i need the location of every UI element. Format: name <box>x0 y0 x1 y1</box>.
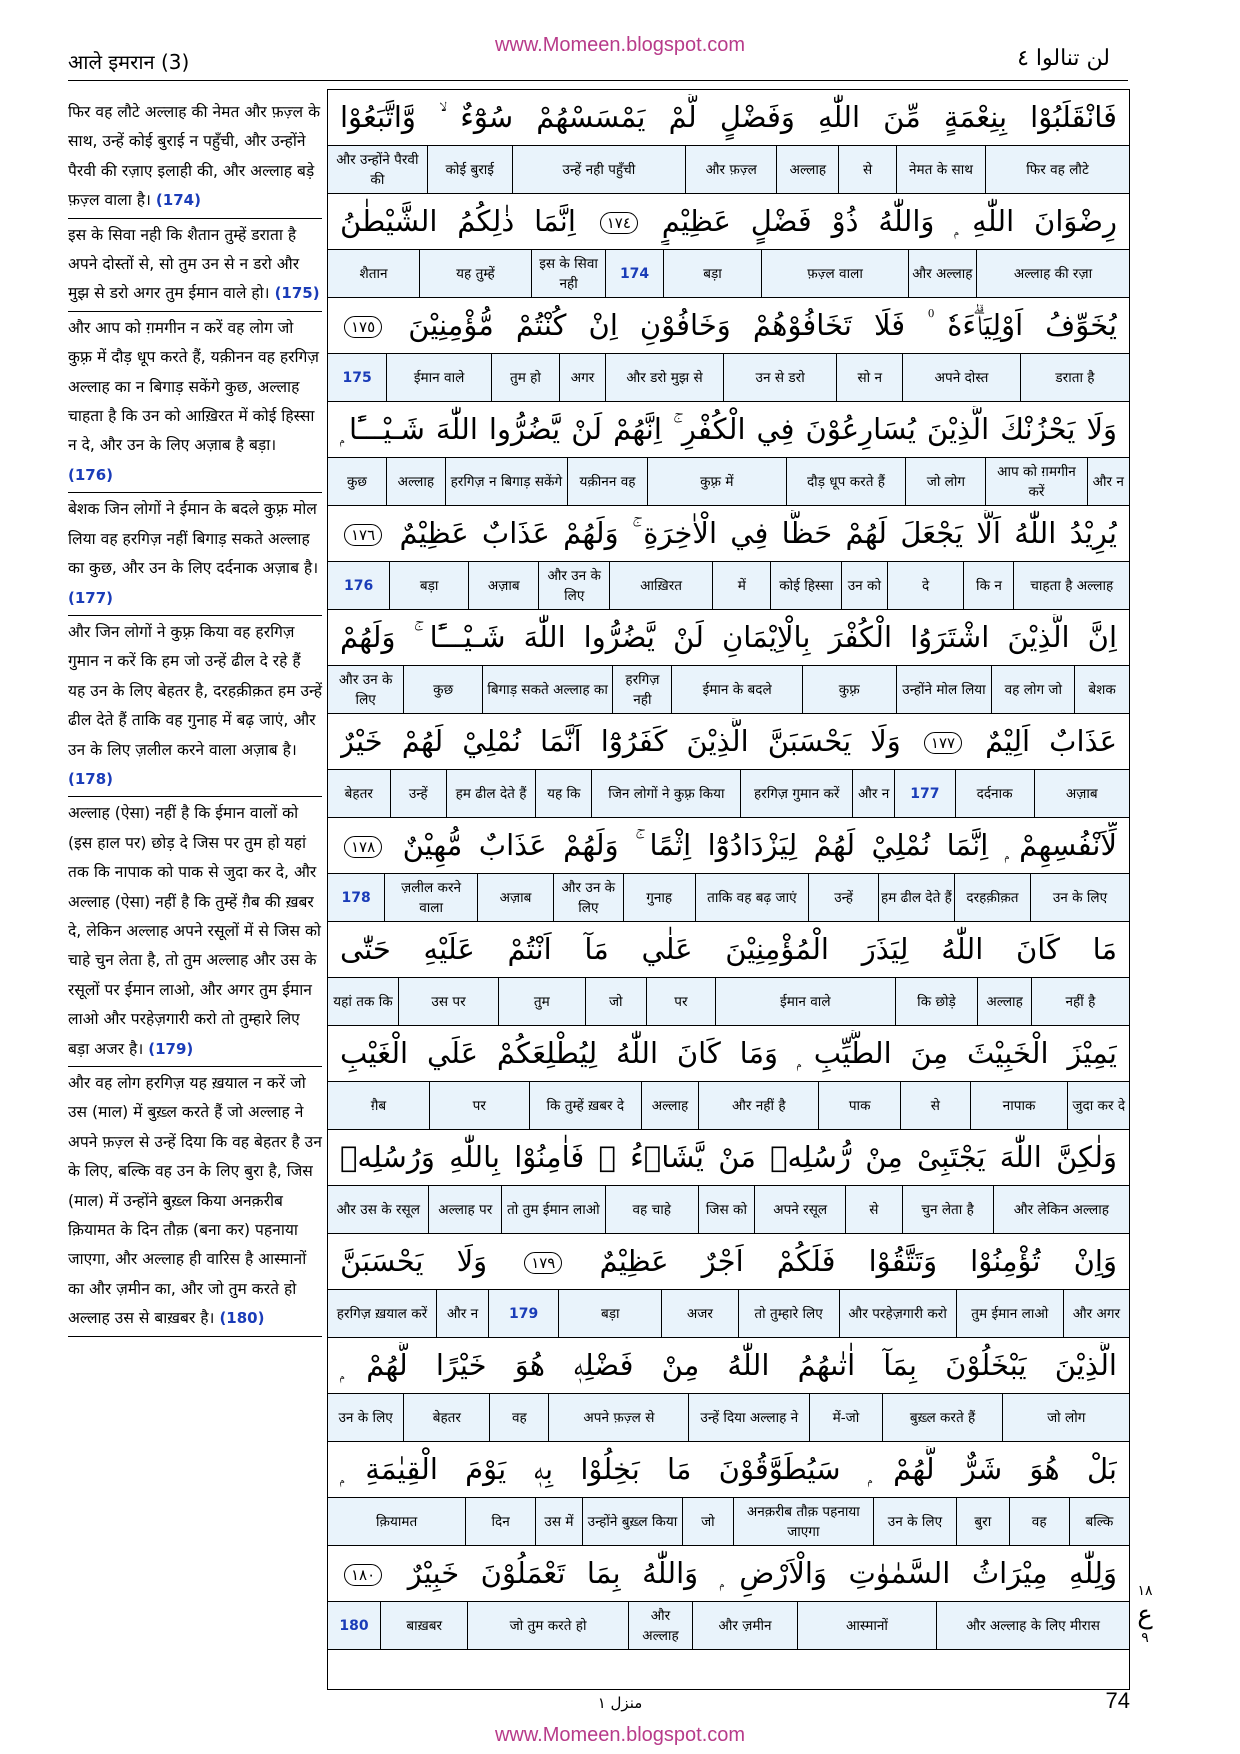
arabic-segment: فَانْقَلَبُوْا بِنِعْمَةٍ مِّنَ اللّٰهِ وَفَضْلٍ لَّمْ يَمْسَسْهُمْ سُوْٓءٌ ۙ وَّاتَّبَعُوْا <box>340 100 1117 134</box>
word-cell: अल्लाह <box>776 146 838 193</box>
word-cell: तुम ईमान लाओ <box>956 1290 1063 1337</box>
word-cell: और ज़मीन <box>692 1602 797 1649</box>
word-cell: जो <box>682 1498 733 1545</box>
word-cell: दरहक़ीक़त <box>954 874 1030 921</box>
word-cell: नापाक <box>970 1082 1068 1129</box>
word-cell: और अल्लाह <box>628 1602 692 1649</box>
word-cell: कोई बुराई <box>427 146 512 193</box>
arabic-line <box>328 1026 1129 1081</box>
word-cell: कि न <box>963 562 1013 609</box>
word-cell: से <box>838 146 896 193</box>
word-meaning-row <box>328 1497 1129 1546</box>
word-cell: उन से डरो <box>723 354 836 401</box>
arabic-text <box>340 1238 1117 1285</box>
word-cell: अल्लाह <box>977 978 1031 1025</box>
word-cell-verse-number: 180 <box>339 1617 369 1634</box>
word-cell: उन के लिए <box>1030 874 1129 921</box>
arabic-line <box>328 610 1129 665</box>
word-cell: बड़ा <box>663 250 762 297</box>
word-cell: पर <box>646 978 715 1025</box>
word-cell: और उस के रसूल <box>336 1201 420 1218</box>
word-cell: नहीं है <box>1031 978 1129 1025</box>
word-meaning-row <box>328 769 1129 818</box>
word-cell: बेहतर <box>403 1394 489 1441</box>
word-cell: तुम <box>498 978 585 1025</box>
word-cell: फिर वह लौटे <box>985 146 1129 193</box>
ayah-number-marker: ١٧٧ <box>924 732 962 754</box>
arabic-segment: يُرِيْدُ اللّٰهُ اَلَّا يَجْعَلَ لَھُمْ حَظًّا فِي الْاٰخِرَةِ ۚ وَلَھُمْ عَذَابٌ عَظِيْمٌ <box>399 516 1117 550</box>
word-cell: उस पर <box>398 978 498 1025</box>
verse-number: (177) <box>68 588 114 607</box>
word-cell: वह लोग जो <box>991 666 1074 713</box>
arabic-text <box>340 614 1117 661</box>
arabic-line <box>328 194 1129 249</box>
translation-paragraph <box>68 797 322 1067</box>
page-number: 74 <box>1105 1688 1130 1713</box>
arabic-segment: رِضْوَانَ اللّٰهِ ۭ وَاللّٰهُ ذُوْ فَضْلٍ عَظِيْمٍ <box>661 204 1117 238</box>
word-cell: में <box>712 562 770 609</box>
word-cell: कोई हिस्सा <box>770 562 840 609</box>
word-cell: उन्होंने मोल लिया <box>896 666 992 713</box>
word-cell: अज़ाब <box>1034 770 1129 817</box>
word-cell: यहां तक कि <box>333 993 393 1010</box>
word-cell: बल्कि <box>1069 1498 1129 1545</box>
juz-title-arabic: لن تنالوا ٤ <box>1017 46 1110 71</box>
word-cell: जो तुम करते हो <box>467 1602 627 1649</box>
arabic-text <box>340 1550 1117 1597</box>
translation-text: फिर वह लौटे अल्लाह की नेमत और फ़ज़्ल के साथ, उन्हें कोई बुराई न पहुँची, और उन्होंने पैरवी की रज़ाए इलाही की, और अल्लाह बड़े फ़ज़्ल वाला है। <box>68 103 321 210</box>
word-cell: बिगाड़ सकते अल्लाह का <box>482 666 612 713</box>
word-cell: उन्हें <box>808 874 878 921</box>
word-cell-verse-number: 178 <box>341 889 371 906</box>
word-cell: तुम हो <box>491 354 559 401</box>
word-cell: उन को <box>841 562 887 609</box>
word-meaning-row <box>328 145 1129 194</box>
word-cell: इस के सिवा नही <box>531 250 606 297</box>
arabic-line <box>328 402 1129 457</box>
word-cell: ईमान के बदले <box>671 666 801 713</box>
word-cell: अगर <box>559 354 605 401</box>
word-cell: तो तुम ईमान लाओ <box>501 1186 604 1233</box>
word-cell: और लेकिन अल्लाह <box>993 1186 1129 1233</box>
word-cell: अज़ाब <box>468 562 538 609</box>
arabic-text <box>340 94 1117 141</box>
word-cell: बुरा <box>956 1498 1009 1545</box>
arabic-line <box>328 298 1129 353</box>
arabic-text <box>340 1134 1117 1181</box>
word-cell: नेमत के साथ <box>896 146 985 193</box>
word-cell: पर <box>429 1082 529 1129</box>
arabic-segment: وَلَا يَحْسَبَنَّ الَّذِيْنَ كَفَرُوْٓا اَنَّمَا نُمْلِيْ لَھُمْ خَيْرٌ <box>340 724 901 758</box>
verse-number: (180) <box>219 1309 265 1328</box>
word-meaning-row <box>328 1185 1129 1234</box>
word-cell-verse-number: 179 <box>488 1290 558 1337</box>
word-cell: और उन के लिए <box>538 562 608 609</box>
ruku-marker-bottom: ٩ <box>1141 1630 1149 1646</box>
word-cell: जुदा कर दे <box>1067 1082 1129 1129</box>
word-cell: और न <box>1087 458 1130 505</box>
word-cell: और अल्लाह के लिए मीरास <box>936 1602 1129 1649</box>
arabic-line <box>328 1546 1129 1601</box>
arabic-text <box>340 926 1117 973</box>
word-cell: पाक <box>818 1082 900 1129</box>
word-cell: हरगिज़ न बिगाड़ सकेंगे <box>445 458 567 505</box>
word-cell: और परहेज़गारी करो <box>839 1290 956 1337</box>
header-divider <box>68 80 1128 81</box>
word-cell: बेशक <box>1074 666 1129 713</box>
arabic-line <box>328 714 1129 769</box>
translation-paragraph <box>68 616 322 797</box>
word-meaning-row <box>328 665 1129 714</box>
arabic-segment: وَاِنْ تُؤْمِنُوْا وَتَتَّقُوْا فَلَكُمْ اَجْرٌ عَظِيْمٌ <box>599 1244 1117 1278</box>
word-cell: अपने दोस्त <box>902 354 1020 401</box>
word-cell: अजर <box>661 1290 737 1337</box>
word-cell: अल्लाह की रज़ा <box>976 250 1129 297</box>
arabic-segment: وَلٰكِنَّ اللّٰهَ يَجْتَبِىْ مِنْ رُّسُلِهٖ مَنْ يَّشَاۗءُ ۠ فَاٰمِنُوْا بِاللّٰهِ وَرُسُلِهٖ <box>340 1140 1117 1174</box>
word-cell-verse-number: 175 <box>342 369 372 386</box>
word-cell: दौड़ धूप करते हैं <box>786 458 906 505</box>
word-cell: दर्दनाक <box>955 770 1034 817</box>
arabic-text <box>340 822 1117 869</box>
word-cell: जिन लोगों ने कुफ़्र किया <box>591 770 740 817</box>
word-cell: उन के लिए <box>873 1498 956 1545</box>
word-cell: अपने रसूल <box>754 1186 845 1233</box>
word-cell-verse-number: 174 <box>605 250 662 297</box>
arabic-segment: اِنَّمَا ذٰلِكُمُ الشَّيْطٰنُ <box>340 204 576 238</box>
word-meaning-row <box>328 1289 1129 1338</box>
translation-text: बेशक जिन लोगों ने ईमान के बदले कुफ़्र मोल लिया वह हरगिज़ नहीं बिगाड़ सकते अल्लाह का कुछ, और उन के लिए दर्दनाक अज़ाब है। <box>68 500 319 578</box>
word-cell: क़ियामत <box>375 1513 418 1530</box>
word-cell: सो न <box>836 354 902 401</box>
manzil-label: منزل ١ <box>597 1694 643 1712</box>
word-cell: और उन्होंने पैरवी की <box>336 151 419 188</box>
translation-text: और आप को ग़मगीन न करें वह लोग जो कुफ़्र में दौड़ धूप करते हैं, यक़ीनन वह हरगिज़ अल्लाह का न बिगाड़ सकेंगे कुछ, अल्लाह चाहता है कि उन को आख़िरत में कोई हिस्सा न दे, और उन के लिए अज़ाब है बड़ा। <box>68 318 319 455</box>
ruku-marker <box>1133 1583 1157 1647</box>
word-meaning-row <box>328 561 1129 610</box>
arabic-segment: الَّذِيْنَ يَبْخَلُوْنَ بِمَآ اٰتٰىھُمُ اللّٰهُ مِنْ فَضْلِهٖ ھُوَ خَيْرًا لَّھُمْ ۭ <box>340 1348 1117 1382</box>
word-cell: जो लोग <box>1002 1394 1129 1441</box>
word-cell: अल्लाह पर <box>428 1186 501 1233</box>
word-cell: दे <box>887 562 964 609</box>
verse-number: (178) <box>68 769 114 788</box>
verse-number: (174) <box>155 191 201 210</box>
arabic-line <box>328 1338 1129 1393</box>
word-cell: और न <box>436 1290 488 1337</box>
arabic-segment: يَمِيْزَ الْخَبِيْثَ مِنَ الطَّيِّبِ ۭ وَمَا كَانَ اللّٰهُ لِيُطْلِعَكُمْ عَلَي الْغَيْبِ <box>340 1036 1117 1070</box>
word-cell: और फ़ज़्ल <box>685 146 776 193</box>
ayah-number-marker: ١٧٩ <box>524 1252 562 1274</box>
arabic-line <box>328 506 1129 561</box>
word-cell: उन्हें <box>390 770 446 817</box>
word-cell: हम ढील देते हैं <box>446 770 535 817</box>
translation-text: और जिन लोगों ने कुफ़्र किया वह हरगिज़ गुमान न करें कि हम जो उन्हें ढील दे रहे हैं यह उन के लिए बेहतर है, दरहक़ीक़त हम उन्हें ढील देते हैं ताकि वह गुनाह में बढ़ जाएं, और उन के लिए ज़लील करने वाला अज़ाब है। <box>68 622 322 759</box>
word-cell: बड़ा <box>389 562 468 609</box>
translation-paragraph <box>68 312 322 493</box>
word-cell: दिन <box>465 1498 535 1545</box>
word-cell: हरगिज़ गुमान करें <box>740 770 852 817</box>
word-cell: यह तुम्हें <box>419 250 531 297</box>
word-cell: तो तुम्हारे लिए <box>738 1290 839 1337</box>
word-cell: कुफ़्र <box>802 666 896 713</box>
word-cell: और नहीं है <box>698 1082 818 1129</box>
translation-text: और वह लोग हरगिज़ यह ख़याल न करें जो उस (माल) में बुख़्ल करते हैं जो अल्लाह ने अपने फ़ज़्ल से उन्हें दिया कि वह बेहतर है उन के लिए, बल्कि वह उन के लिए बुरा है, जिस (माल) में उन्होंने बुख़्ल किया अनक़रीब क़ियामत के दिन तौक़ (बना कर) पहनाया जाएगा, और अल्लाह ही वारिस है आस्मानों का और ज़मीन का, और जो तुम करते हो अल्लाह उस से बाख़बर है। <box>68 1074 322 1328</box>
word-cell: अज़ाब <box>477 874 553 921</box>
arabic-segment: لِّاَنْفُسِھِمْ ۭ اِنَّمَا نُمْلِيْ لَھُمْ لِيَزْدَادُوْٓا اِثْمًا ۚ وَلَھُمْ عَذَابٌ مُّهِيْنٌ <box>402 828 1117 862</box>
translation-paragraph <box>68 96 322 219</box>
word-cell: ज़लील करने वाला <box>384 874 477 921</box>
word-cell-verse-number: 176 <box>344 577 374 594</box>
word-cell: हम ढील देते हैं <box>878 874 954 921</box>
word-cell: से <box>845 1186 901 1233</box>
arabic-line <box>328 1442 1129 1497</box>
word-cell: बड़ा <box>558 1290 661 1337</box>
word-cell: बाख़बर <box>380 1602 467 1649</box>
word-cell: अपने फ़ज़्ल से <box>548 1394 688 1441</box>
word-cell: गुनाह <box>623 874 695 921</box>
word-cell: हरगिज़ नही <box>612 666 671 713</box>
translation-paragraph <box>68 1067 322 1337</box>
word-meaning-row <box>328 353 1129 402</box>
word-cell: वह <box>489 1394 548 1441</box>
word-cell: ताकि वह बढ़ जाएं <box>695 874 809 921</box>
translation-paragraph <box>68 219 322 312</box>
arabic-text <box>340 1342 1117 1389</box>
word-cell: जिस को <box>698 1186 754 1233</box>
word-cell: उन्होंने बुख़्ल किया <box>582 1498 682 1545</box>
arabic-text <box>340 302 1117 349</box>
arabic-segment: بَلْ ھُوَ شَرٌّ لَّھُمْ ۭ سَيُطَوَّقُوْنَ مَا بَخِلُوْا بِهٖ يَوْمَ الْقِيٰمَةِ ۭ <box>340 1452 1117 1486</box>
word-cell: आख़िरत <box>609 562 712 609</box>
word-cell: जो <box>585 978 646 1025</box>
arabic-segment: وَلَا يَحْزُنْكَ الَّذِيْنَ يُسَارِعُوْنَ فِي الْكُفْرِ ۚ اِنَّھُمْ لَنْ يَّضُرُّوا اللّٰهَ شَـيْـــًٔا ۭ <box>340 412 1117 446</box>
word-cell: उन्हें दिया अल्लाह ने <box>688 1394 809 1441</box>
word-cell: में-जो <box>809 1394 882 1441</box>
word-meaning-row <box>328 457 1129 506</box>
word-cell: हरगिज़ ख़याल करें <box>336 1305 428 1322</box>
site-url-top: www.Momeen.blogspot.com <box>494 34 746 56</box>
arabic-line <box>328 818 1129 873</box>
translation-text: अल्लाह (ऐसा) नहीं है कि ईमान वालों को (इस हाल पर) छोड़ दे जिस पर तुम हो यहां तक कि नापाक को पाक से जुदा कर दे, और अल्लाह (ऐसा) नहीं है कि तुम्हें ग़ैब की ख़बर दे, लेकिन अल्लाह अपने रसूलों में से जिस को चाहे चुन लेता है, तो तुम अल्लाह और उस के रसूलों पर ईमान लाओ, और अगर तुम ईमान लाओ और परहेज़गारी करो तो तुम्हारे लिए बड़ा अजर है। <box>68 804 321 1058</box>
word-cell: और उन के लिए <box>553 874 623 921</box>
word-cell: बेहतर <box>344 785 373 802</box>
word-cell: ग़ैब <box>370 1097 387 1114</box>
arabic-segment: وَلِلّٰهِ مِيْرَاثُ السَّمٰوٰتِ وَالْاَرْضِ ۭ وَاللّٰهُ بِمَا تَعْمَلُوْنَ خَبِيْرٌ <box>407 1556 1117 1590</box>
arabic-text <box>340 718 1117 765</box>
verse-number: (175) <box>274 284 320 303</box>
word-cell: अल्लाह <box>641 1082 698 1129</box>
ayah-number-marker: ١٧٦ <box>344 524 382 546</box>
ayah-number-marker: ١٧٤ <box>600 212 638 234</box>
word-meaning-row <box>328 1601 1129 1650</box>
word-cell: चुन लेता है <box>902 1186 993 1233</box>
word-cell: अल्लाह <box>386 458 445 505</box>
word-cell-verse-number: 177 <box>894 770 954 817</box>
arabic-segment: اِنَّ الَّذِيْنَ اشْتَرَوُا الْكُفْرَ بِالْاِيْمَانِ لَنْ يَّضُرُّوا اللّٰهَ شَـيْـــًٔا ۚ وَلَھُمْ <box>340 620 1117 654</box>
word-cell: उन्हें नही पहुँची <box>512 146 685 193</box>
ruku-marker-ain: ع <box>1137 1600 1153 1630</box>
word-cell: और उन के लिए <box>338 671 393 708</box>
arabic-text <box>340 406 1117 453</box>
word-cell: वह <box>1009 1498 1069 1545</box>
word-cell: जो लोग <box>905 458 985 505</box>
word-cell: ईमान वाले <box>715 978 895 1025</box>
word-meaning-row <box>328 1393 1129 1442</box>
word-meaning-row <box>328 977 1129 1026</box>
ruku-marker-top: ١٨ <box>1137 1583 1153 1599</box>
ayah-number-marker: ١٧٥ <box>344 316 382 338</box>
word-cell: डराता है <box>1020 354 1129 401</box>
arabic-line <box>328 90 1129 145</box>
word-cell: बुख़्ल करते हैं <box>882 1394 1003 1441</box>
word-cell: कुफ़्र में <box>647 458 786 505</box>
arabic-line <box>328 922 1129 977</box>
arabic-segment: مَا كَانَ اللّٰهُ لِيَذَرَ الْمُؤْمِنِيْنَ عَلٰي مَآ اَنْتُمْ عَلَيْهِ حَتّٰى <box>340 932 1117 966</box>
verse-number: (176) <box>68 465 114 484</box>
surah-title-hindi: आले इमरान (3) <box>68 50 190 74</box>
word-meaning-row <box>328 1081 1129 1130</box>
word-cell: और डरो मुझ से <box>605 354 723 401</box>
word-cell: चाहता है अल्लाह <box>1013 562 1129 609</box>
word-cell: ईमान वाले <box>386 354 491 401</box>
word-cell: कुछ <box>403 666 482 713</box>
word-cell: और अल्लाह <box>908 250 976 297</box>
word-cell: उस में <box>535 1498 582 1545</box>
translation-column <box>68 96 322 1337</box>
arabic-line <box>328 1130 1129 1185</box>
translation-text: इस के सिवा नही कि शैतान तुम्हें डराता है अपने दोस्तों से, सो तुम उन से न डरो और मुझ से डरो अगर तुम ईमान वाले हो। <box>68 225 300 303</box>
word-by-word-table <box>327 89 1130 1690</box>
arabic-segment: يُخَوِّفُ اَوْلِيَاۗءَهٗ ۠ فَلَا تَخَافُوْھُمْ وَخَافُوْنِ اِنْ كُنْتُمْ مُّؤْمِنِيْنَ <box>408 308 1117 342</box>
word-cell: और न <box>852 770 894 817</box>
arabic-text <box>340 1446 1117 1493</box>
word-cell: वह चाहे <box>605 1186 698 1233</box>
arabic-segment: وَلَا يَحْسَبَنَّ <box>340 1244 488 1278</box>
translation-paragraph <box>68 493 322 616</box>
word-cell: यह कि <box>535 770 591 817</box>
arabic-text <box>340 510 1117 557</box>
arabic-text <box>340 1030 1117 1077</box>
word-meaning-row <box>328 249 1129 298</box>
site-url-bottom: www.Momeen.blogspot.com <box>494 1724 746 1746</box>
ayah-number-marker: ١٧٨ <box>344 836 382 858</box>
word-cell: कि छोड़े <box>895 978 978 1025</box>
word-meaning-row <box>328 873 1129 922</box>
ayah-number-marker: ١٨٠ <box>344 1564 382 1586</box>
word-cell: शैतान <box>359 265 388 282</box>
word-cell: से <box>900 1082 970 1129</box>
word-cell: और अगर <box>1063 1290 1129 1337</box>
arabic-text <box>340 198 1117 245</box>
word-cell: अनक़रीब तौक़ पहनाया जाएगा <box>733 1498 873 1545</box>
word-cell: आप को ग़मगीन करें <box>985 458 1086 505</box>
word-cell: आस्मानों <box>797 1602 936 1649</box>
word-cell: कि तुम्हें ख़बर दे <box>529 1082 641 1129</box>
arabic-line <box>328 1234 1129 1289</box>
verse-number: (179) <box>148 1039 194 1058</box>
word-cell: कुछ <box>346 473 367 490</box>
word-cell: उन के लिए <box>338 1409 393 1426</box>
word-cell: यक़ीनन वह <box>567 458 647 505</box>
arabic-segment: عَذَابٌ اَلِيْمٌ <box>985 724 1117 758</box>
word-cell: फ़ज़्ल वाला <box>761 250 908 297</box>
